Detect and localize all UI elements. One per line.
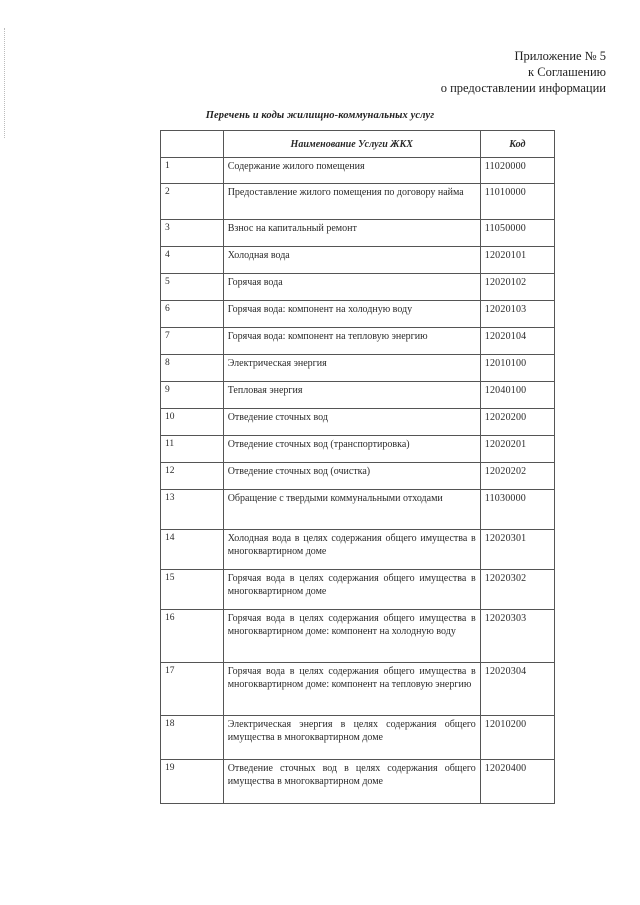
table-row xyxy=(161,220,555,247)
column-header-service-name: Наименование Услуги ЖКХ xyxy=(223,131,480,158)
row-number: 2 xyxy=(161,184,224,220)
table-row xyxy=(161,610,555,663)
service-name: Отведение сточных вод в целях содержания общего имущества в многоквартирном доме xyxy=(223,760,480,804)
service-code: 12020103 xyxy=(480,301,554,328)
row-number: 1 xyxy=(161,158,224,184)
row-number: 12 xyxy=(161,463,224,490)
service-code: 12020101 xyxy=(480,247,554,274)
service-code: 11010000 xyxy=(480,184,554,220)
table-row xyxy=(161,570,555,610)
service-code: 12020304 xyxy=(480,663,554,716)
table-row xyxy=(161,184,555,220)
service-name: Отведение сточных вод (очистка) xyxy=(223,463,480,490)
service-code: 11050000 xyxy=(480,220,554,247)
service-name: Холодная вода в целях содержания общего имущества в многоквартирном доме xyxy=(223,530,480,570)
table-row xyxy=(161,436,555,463)
service-code: 12020200 xyxy=(480,409,554,436)
service-code: 12010200 xyxy=(480,716,554,760)
table-row xyxy=(161,530,555,570)
table-row xyxy=(161,158,555,184)
row-number: 14 xyxy=(161,530,224,570)
service-code: 11020000 xyxy=(480,158,554,184)
service-name: Отведение сточных вод (транспортировка) xyxy=(223,436,480,463)
appendix-agreement: к Соглашению xyxy=(528,65,606,79)
service-name: Горячая вода xyxy=(223,274,480,301)
row-number: 6 xyxy=(161,301,224,328)
service-code: 12020400 xyxy=(480,760,554,804)
row-number: 16 xyxy=(161,610,224,663)
table-row xyxy=(161,382,555,409)
table-row xyxy=(161,716,555,760)
table-header-row xyxy=(161,131,555,158)
table-header xyxy=(161,131,555,158)
appendix-subject: о предоставлении информации xyxy=(440,81,606,95)
row-number: 4 xyxy=(161,247,224,274)
service-name: Горячая вода: компонент на тепловую энергию xyxy=(223,328,480,355)
service-code: 12020102 xyxy=(480,274,554,301)
row-number: 5 xyxy=(161,274,224,301)
table-row xyxy=(161,301,555,328)
row-number: 9 xyxy=(161,382,224,409)
service-code: 12020104 xyxy=(480,328,554,355)
table-row xyxy=(161,490,555,530)
service-name: Горячая вода: компонент на холодную воду xyxy=(223,301,480,328)
row-number: 13 xyxy=(161,490,224,530)
row-number: 18 xyxy=(161,716,224,760)
service-name: Горячая вода в целях содержания общего имущества в многоквартирном доме xyxy=(223,570,480,610)
row-number: 10 xyxy=(161,409,224,436)
row-number: 11 xyxy=(161,436,224,463)
appendix-header xyxy=(441,48,606,96)
service-name: Отведение сточных вод xyxy=(223,409,480,436)
table-row xyxy=(161,247,555,274)
table-row xyxy=(161,274,555,301)
row-number: 15 xyxy=(161,570,224,610)
service-name: Электрическая энергия в целях содержания общего имущества в многоквартирном доме xyxy=(223,716,480,760)
services-table xyxy=(160,130,555,804)
service-code: 11030000 xyxy=(480,490,554,530)
service-name: Предоставление жилого помещения по договору найма xyxy=(223,184,480,220)
service-code: 12020201 xyxy=(480,436,554,463)
service-name: Тепловая энергия xyxy=(223,382,480,409)
table-row xyxy=(161,409,555,436)
table-row xyxy=(161,355,555,382)
service-name: Содержание жилого помещения xyxy=(223,158,480,184)
row-number: 7 xyxy=(161,328,224,355)
table-row xyxy=(161,663,555,716)
row-number: 8 xyxy=(161,355,224,382)
row-number: 19 xyxy=(161,760,224,804)
service-code: 12040100 xyxy=(480,382,554,409)
service-name: Горячая вода в целях содержания общего имущества в многоквартирном доме: компонент на холодную воду xyxy=(223,610,480,663)
service-code: 12010100 xyxy=(480,355,554,382)
table-row xyxy=(161,328,555,355)
table-body xyxy=(161,158,555,804)
service-name: Холодная вода xyxy=(223,247,480,274)
service-code: 12020302 xyxy=(480,570,554,610)
row-number: 3 xyxy=(161,220,224,247)
table-row xyxy=(161,760,555,804)
service-code: 12020301 xyxy=(480,530,554,570)
document-title: Перечень и коды жилищно-коммунальных услуг xyxy=(205,110,435,121)
service-name: Обращение с твердыми коммунальными отходами xyxy=(223,490,480,530)
service-name: Горячая вода в целях содержания общего имущества в многоквартирном доме: компонент на тепловую энергию xyxy=(223,663,480,716)
service-code: 12020202 xyxy=(480,463,554,490)
column-header-number xyxy=(161,131,224,158)
service-code: 12020303 xyxy=(480,610,554,663)
appendix-number: Приложение № 5 xyxy=(514,49,606,63)
table-row xyxy=(161,463,555,490)
row-number: 17 xyxy=(161,663,224,716)
service-name: Взнос на капитальный ремонт xyxy=(223,220,480,247)
scan-margin-marks xyxy=(4,28,7,138)
service-name: Электрическая энергия xyxy=(223,355,480,382)
column-header-code: Код xyxy=(480,131,554,158)
